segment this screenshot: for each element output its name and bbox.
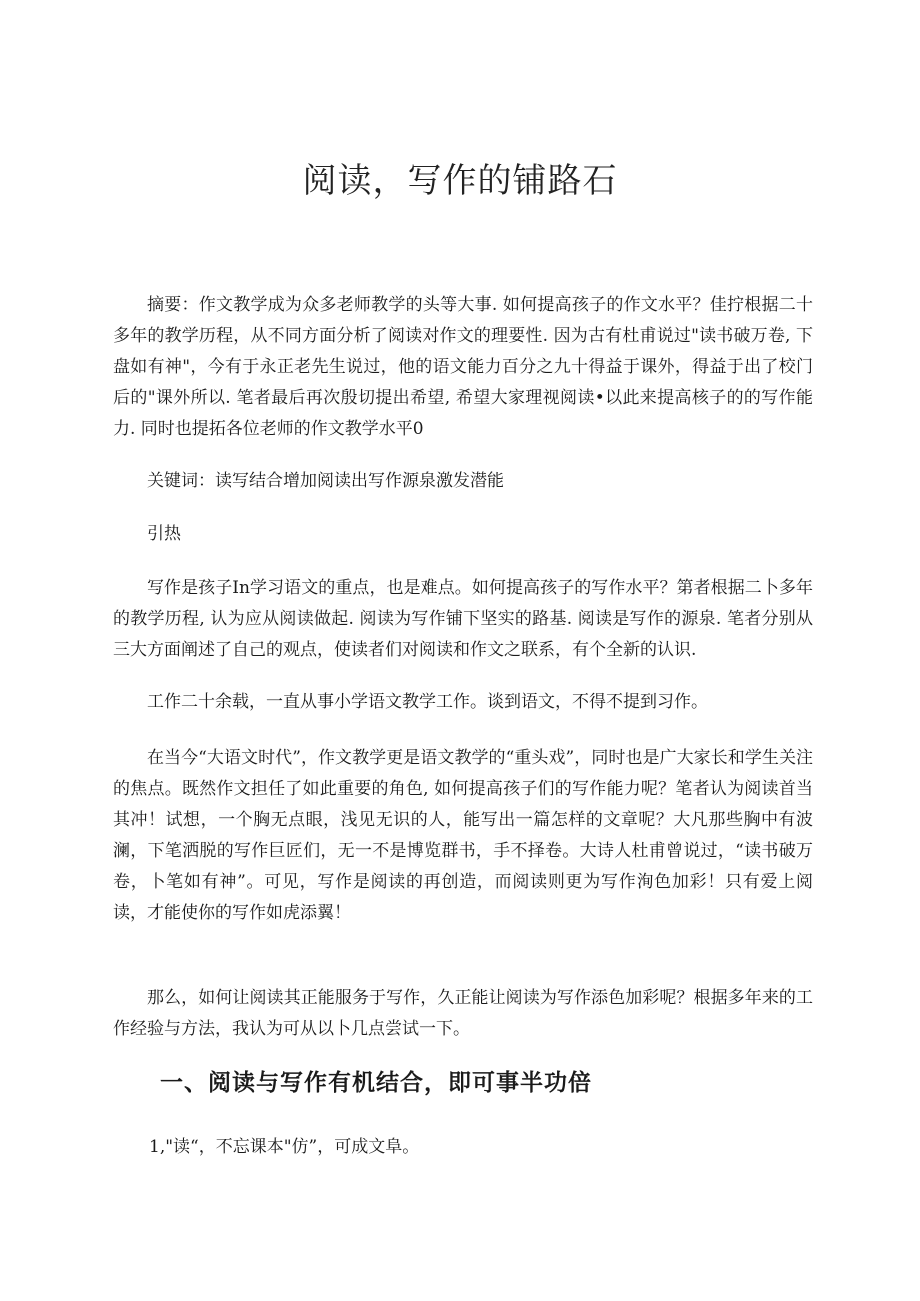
subsection-heading: 1,"读“，不忘课本"仿”，可成文阜。 — [149, 1137, 420, 1157]
intro-heading: 引热 — [147, 524, 181, 544]
abstract-paragraph: 摘要：作文教学成为众多老师教学的头等大事. 如何提高孩子的作文水平？佳拧根据二十多年的教学历程，从不同方面分析了阅读对作文的理要性. 因为古有杜甫说过"读书破万卷, 下盘如有神"，今有于永正老先生说过，他的语文能力百分之九十得益于课外，得益于出了校门后的"课外所以. 笔者最后再次殷切提出希望, 希望大家理视阅读•以此来提高核子的的写作能力. 同时也提拓各位老师的作文教学水平0 — [113, 295, 813, 439]
keywords-line: 关键词：读写结合增加阅读出写作源泉激发潜能 — [147, 471, 504, 491]
body-paragraph: 在当今“大语文时代”，作文教学更是语文教学的“重头戏”，同时也是广大家长和学生关注的焦点。既然作文担任了如此重要的角色, 如何提高孩子们的写作能力呢？笔者认为阅读首当其冲！试想，一个胸无点眼，浅见无识的人，能写出一篇怎样的文章呢？大凡那些胸中有波澜，下笔洒脱的写作巨匠们，无一不是博览群书，手不择卷。大诗人杜甫曾说过，“读书破万卷，卜笔如有神”。可见，写作是阅读的再创造，而阅读则更为写作洵色加彩！只有爱上阅读，才能使你的写作如虎添翼！ — [113, 748, 813, 923]
body-paragraph: 写作是孩子In学习语文的重点，也是难点。如何提高孩子的写作水平？第者根据二卜多年的教学历程, 认为应从阅读做起. 阅读为写作铺下坚实的路基. 阅读是写作的源泉. 笔者分别从三大方面阐述了自己的观点，使读者们对阅读和作文之联系，有个全新的认识. — [113, 578, 813, 660]
body-paragraph: 那么，如何让阅读其正能服务于写作，久正能让阅读为写作添色加彩呢？根据多年来的工作经验与方法，我认为可从以卜几点尝试一下。 — [113, 988, 813, 1039]
section-heading: 一、阅读与写作有机结合，即可事半功倍 — [160, 1069, 592, 1096]
body-paragraph: 工作二十余载，一直从事小学语文教学工作。谈到语文，不得不提到习作。 — [147, 692, 708, 712]
document-title: 阅读，写作的铺路石 — [302, 161, 618, 201]
